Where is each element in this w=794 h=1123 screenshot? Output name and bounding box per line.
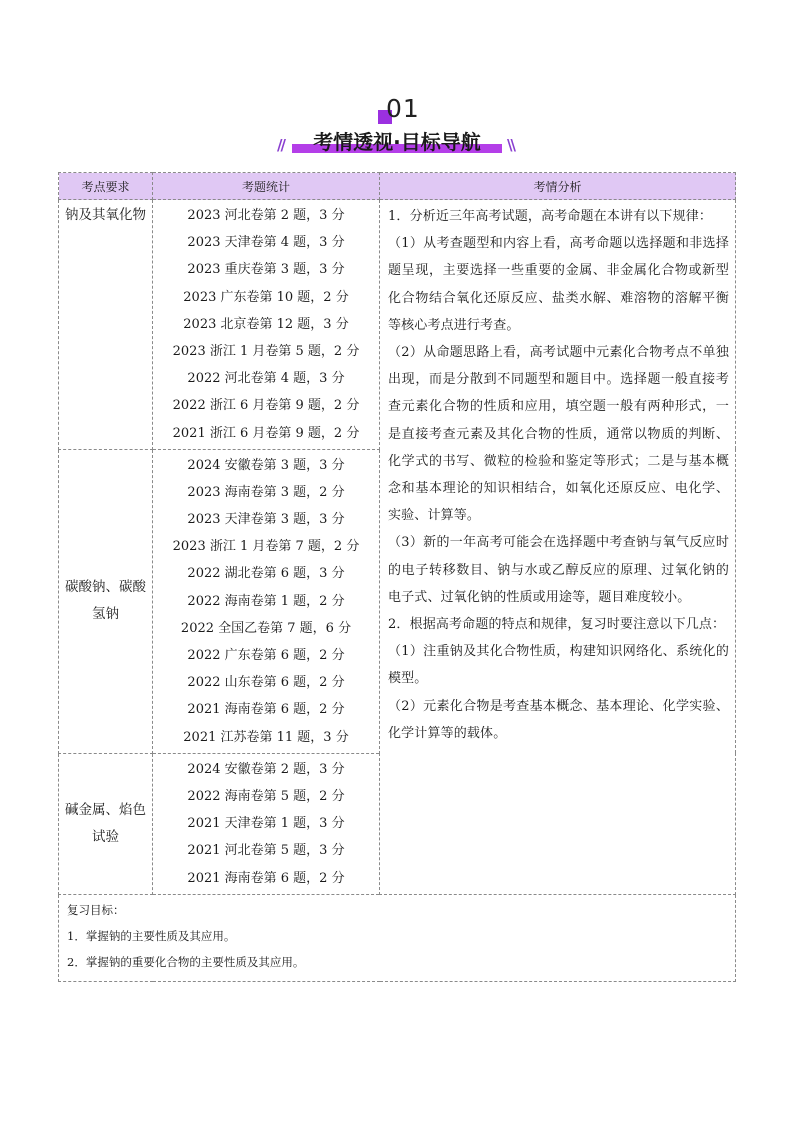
section-number: 01 <box>386 94 420 123</box>
table-row <box>59 200 736 450</box>
stat-item: 2021 浙江 6 月卷第 9 题，2 分 <box>172 425 360 441</box>
analysis-paragraph: （2）元素化合物是考查基本概念、基本理论、化学实验、化学计算等的载体。 <box>388 698 729 741</box>
stat-item: 2023 浙江 1 月卷第 7 题，2 分 <box>172 539 360 555</box>
goal-item: 2．掌握钠的重要化合物的主要性质及其应用。 <box>67 954 305 969</box>
stat-item: 2021 海南卷第 6 题，2 分 <box>187 702 345 718</box>
header-statistics: 考题统计 <box>153 173 380 200</box>
analysis-paragraph: （3）新的一年高考可能会在选择题中考查钠与氧气反应时的电子转移数目、钠与水或乙醇反应的原理、过氧化钠的电子式、过氧化钠的性质或用途等，题目难度较小。 <box>388 535 729 605</box>
analysis-cell <box>380 200 736 895</box>
statistics-cell <box>153 449 380 753</box>
requirement-cell: 碳酸钠、碳酸氢钠 <box>59 449 153 753</box>
stat-item: 2023 海南卷第 3 题，2 分 <box>187 484 345 500</box>
statistics-cell <box>153 200 380 450</box>
section-header <box>0 92 794 162</box>
goals-title: 复习目标： <box>67 902 125 917</box>
stat-item: 2022 河北卷第 4 题，3 分 <box>187 371 345 387</box>
stat-item: 2022 全国乙卷第 7 题，6 分 <box>180 620 352 636</box>
statistics-cell <box>153 753 380 894</box>
stat-item: 2022 山东卷第 6 题，2 分 <box>187 675 345 691</box>
table-header-row <box>59 173 736 200</box>
stat-item: 2023 浙江 1 月卷第 5 题，2 分 <box>172 343 360 359</box>
stat-item: 2023 天津卷第 4 题，3 分 <box>187 235 345 251</box>
stat-item: 2021 天津卷第 1 题，3 分 <box>187 816 345 832</box>
requirement-cell: 碱金属、焰色试验 <box>59 753 153 894</box>
slash-decoration-left: // <box>277 136 284 154</box>
stat-item: 2024 安徽卷第 2 题，3 分 <box>187 761 345 777</box>
review-goals-cell <box>59 894 736 981</box>
stat-item: 2022 湖北卷第 6 题，3 分 <box>187 566 345 582</box>
exam-analysis-table <box>58 172 736 982</box>
header-analysis: 考情分析 <box>380 173 736 200</box>
analysis-paragraph: 1．分析近三年高考试题，高考命题在本讲有以下规律： <box>388 209 713 224</box>
header-requirement: 考点要求 <box>59 173 153 200</box>
stat-item: 2021 海南卷第 6 题，2 分 <box>187 870 345 886</box>
analysis-paragraph: （1）注重钠及其化合物性质，构建知识网络化、系统化的模型。 <box>388 644 729 687</box>
stat-item: 2023 河北卷第 2 题，3 分 <box>187 208 345 223</box>
stat-item: 2022 海南卷第 1 题，2 分 <box>187 593 345 609</box>
section-title: 考情透视·目标导航 <box>313 130 481 154</box>
slash-decoration-right: \\ <box>507 136 514 154</box>
analysis-paragraph: （2）从命题思路上看，高考试题中元素化合物考点不单独出现，而是分散到不同题型和题目中。选择题一般直接考查元素化合物的性质和应用，填空题一般有两种形式，一是直接考查元素及其化合物的性质，通常以物质的判断、化学式的书写、微粒的检验和鉴定等形式；二是与基本概念和基本理论的知识相结合，如氧化还原反应、电化学、实验、计算等。 <box>388 345 729 524</box>
stat-item: 2024 安徽卷第 3 题，3 分 <box>187 457 345 473</box>
stat-item: 2021 江苏卷第 11 题，3 分 <box>183 729 349 745</box>
stat-item: 2022 广东卷第 6 题，2 分 <box>187 648 345 663</box>
requirement-cell: 钠及其氧化物 <box>59 200 153 450</box>
goal-item: 1．掌握钠的主要性质及其应用。 <box>67 928 236 943</box>
stat-item: 2021 河北卷第 5 题，3 分 <box>187 843 345 859</box>
goals-row <box>59 894 736 981</box>
stat-item: 2023 广东卷第 10 题，2 分 <box>183 289 349 305</box>
analysis-paragraph: （1）从考查题型和内容上看，高考命题以选择题和非选择题呈现，主要选择一些重要的金属、非金属化合物或新型化合物结合氧化还原反应、盐类水解、难溶物的溶解平衡等核心考点进行考查。 <box>388 236 729 333</box>
stat-item: 2023 重庆卷第 3 题，3 分 <box>187 262 345 278</box>
stat-item: 2022 浙江 6 月卷第 9 题，2 分 <box>172 398 360 414</box>
analysis-paragraph: 2．根据高考命题的特点和规律，复习时要注意以下几点： <box>388 617 726 633</box>
stat-item: 2022 海南卷第 5 题，2 分 <box>187 788 345 804</box>
stat-item: 2023 天津卷第 3 题，3 分 <box>187 512 345 528</box>
stat-item: 2023 北京卷第 12 题，3 分 <box>183 316 349 332</box>
